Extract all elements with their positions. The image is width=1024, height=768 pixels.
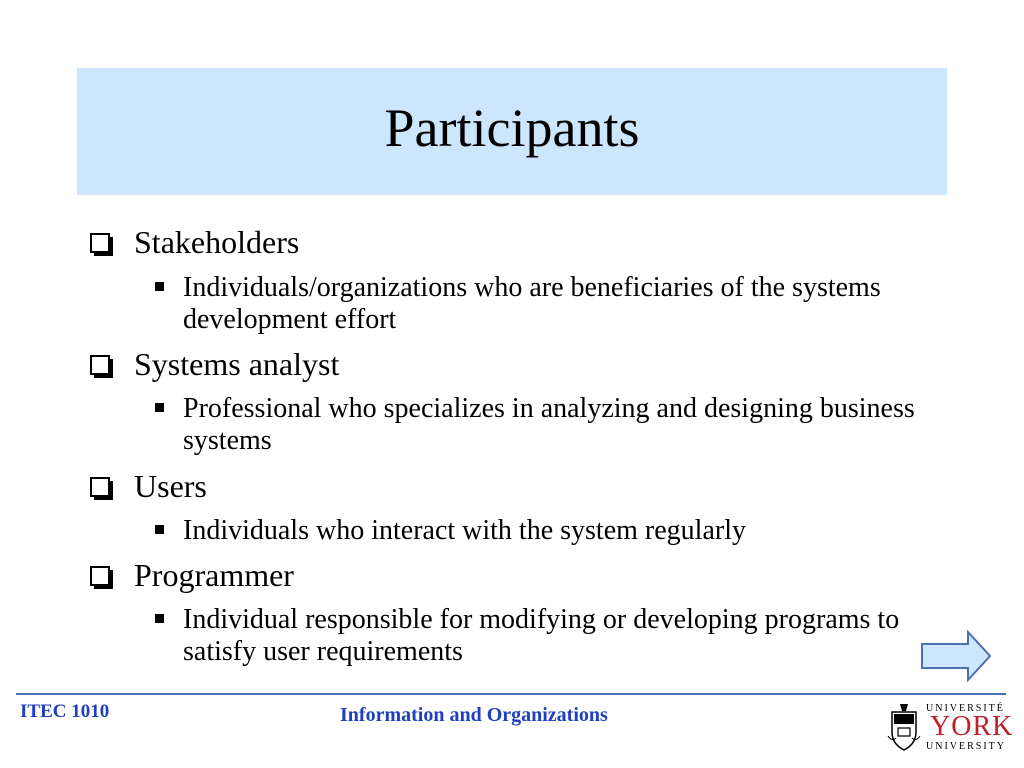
logo-bottom-text: UNIVERSITY bbox=[926, 741, 1006, 752]
bullet-heading: Users bbox=[134, 468, 207, 504]
sub-bullet-text: Individual responsible for modifying or developing programs to satisfy user requirements bbox=[183, 604, 900, 667]
slide-title: Participants bbox=[384, 97, 640, 158]
right-arrow-icon[interactable] bbox=[920, 630, 992, 682]
logo-top-text: UNIVERSITÉ bbox=[926, 703, 1005, 714]
sub-bullet-text: Individuals who interact with the system regularly bbox=[183, 515, 746, 546]
course-code: ITEC 1010 bbox=[20, 701, 110, 722]
sub-bullet-text: Professional who specializes in analyzing and designing business systems bbox=[183, 393, 915, 456]
square-bullet-icon bbox=[155, 403, 164, 412]
bullet-programmer bbox=[90, 557, 294, 593]
logo-main-text: YORK bbox=[930, 711, 1014, 742]
crest-icon bbox=[886, 702, 922, 752]
bullet-heading: Systems analyst bbox=[134, 346, 340, 382]
bullet-systems-analyst bbox=[90, 346, 339, 382]
bullet-heading: Programmer bbox=[134, 557, 294, 593]
bullet-stakeholders bbox=[90, 224, 299, 260]
checkbox-bullet-icon bbox=[90, 355, 110, 375]
square-bullet-icon bbox=[155, 614, 164, 623]
sub-bullet-programmer bbox=[155, 604, 925, 668]
bullet-users bbox=[90, 468, 207, 504]
sub-bullet-stakeholders bbox=[155, 272, 925, 336]
checkbox-bullet-icon bbox=[90, 566, 110, 586]
checkbox-bullet-icon bbox=[90, 233, 110, 253]
square-bullet-icon bbox=[155, 282, 164, 291]
footer-rule bbox=[16, 693, 1006, 695]
york-university-logo bbox=[886, 702, 1014, 754]
square-bullet-icon bbox=[155, 525, 164, 534]
sub-bullet-systems-analyst bbox=[155, 393, 925, 457]
logo-wordmark bbox=[926, 702, 1014, 754]
sub-bullet-users bbox=[155, 515, 925, 547]
sub-bullet-text: Individuals/organizations who are beneficiaries of the systems development effort bbox=[183, 272, 881, 335]
bullet-heading: Stakeholders bbox=[134, 224, 300, 260]
course-subject: Information and Organizations bbox=[340, 704, 608, 726]
checkbox-bullet-icon bbox=[90, 477, 110, 497]
